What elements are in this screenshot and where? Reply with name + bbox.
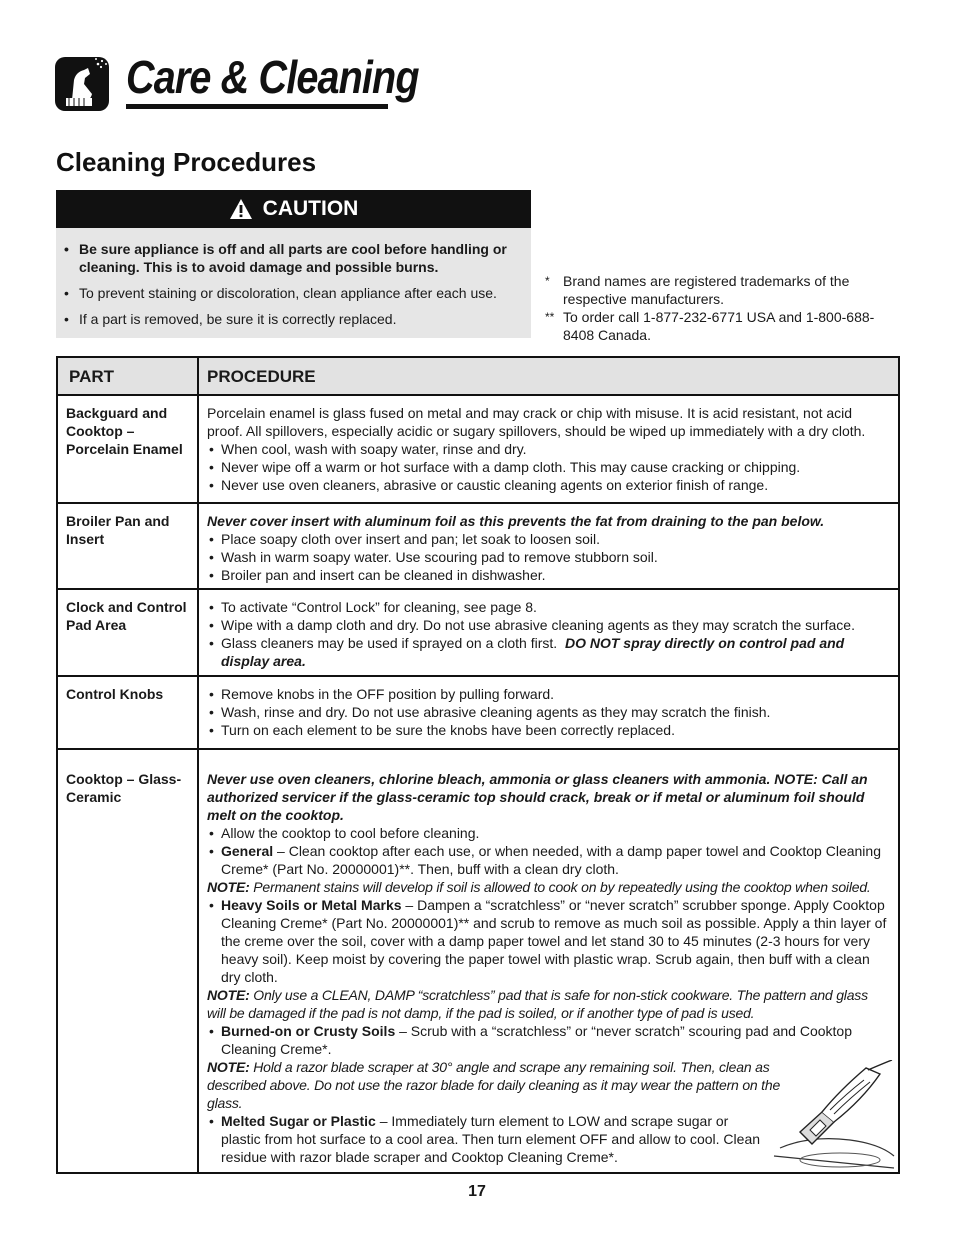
footnote xyxy=(545,308,885,344)
step-label: Heavy Soils or Metal Marks xyxy=(221,897,402,913)
step-label: Melted Sugar or Plastic xyxy=(221,1113,376,1129)
procedure-warning: Never cover insert with aluminum foil as this prevents the fat from draining to the pan below. xyxy=(207,513,825,529)
title-underline xyxy=(126,104,388,109)
procedure-step xyxy=(207,1022,890,1058)
footnote xyxy=(545,272,885,308)
caution-header xyxy=(56,190,531,228)
note-text: Permanent stains will develop if soil is allowed to cook on by repeatedly using the cooktop when soiled. xyxy=(249,879,871,895)
procedure-step: • Allow the cooktop to cool before cleaning. xyxy=(207,824,890,842)
footnotes xyxy=(545,272,885,344)
procedure-step xyxy=(207,842,890,878)
caution-item: • If a part is removed, be sure it is correctly replaced. xyxy=(64,310,521,328)
caution-item: • Be sure appliance is off and all parts are cool before handling or cleaning. This is to avoid damage and possible burns. xyxy=(64,240,521,276)
procedure-step: • Never use oven cleaners, abrasive or caustic cleaning agents on exterior finish of range. xyxy=(207,476,890,494)
procedure-warning: Never use oven cleaners, chlorine bleach, ammonia or glass cleaners with ammonia. NOTE: Call an authorized servicer if the glass-ceramic top should crack, break or if metal or aluminum foil should melt on the cooktop. xyxy=(207,771,868,823)
note-label: NOTE: xyxy=(207,879,250,895)
caution-item: • To prevent staining or discoloration, clean appliance after each use. xyxy=(64,284,521,302)
caution-list xyxy=(56,228,531,328)
procedure-table xyxy=(56,356,900,1174)
caution-label: CAUTION xyxy=(262,197,359,220)
step-label: General xyxy=(221,843,274,859)
part-name: Control Knobs xyxy=(58,677,199,748)
footnote-text: To order call 1-877-232-6771 USA and 1-800-688-8408 Canada. xyxy=(563,309,875,343)
procedure-step xyxy=(207,896,890,986)
procedure-step: • Wash, rinse and dry. Do not use abrasive cleaning agents as they may scratch the finish. xyxy=(207,703,890,721)
procedure-text: – Scrub with a “scratchless” or “never scratch” scouring pad and Cooktop Cleaning Creme*. xyxy=(221,1023,852,1057)
procedure-text: – Dampen a “scratchless” or “never scratch” scrubber sponge. Apply Cooktop Cleaning Creme* (Part No. 20000001)** and scrub to remove as much soil as possible. Apply a thin layer of the creme over the soil, cover with a damp paper towel and let stand 30 to 45 minutes (2-3 hours for very heavy soil). Keep moist by covering the paper towel with plastic wrap. Scrub again, then buff with a clean dry cloth. xyxy=(221,897,887,985)
warning-triangle-icon xyxy=(229,198,253,220)
table-header-row xyxy=(58,358,898,394)
page-title: Care & Cleaning xyxy=(126,51,419,103)
procedure-step xyxy=(207,1112,765,1166)
procedure-cell xyxy=(199,396,898,502)
section-title: Cleaning Procedures xyxy=(56,147,317,177)
procedure-step: • Remove knobs in the OFF position by pulling forward. xyxy=(207,685,890,703)
column-header-procedure: PROCEDURE xyxy=(207,367,316,386)
part-name: Backguard and Cooktop – Porcelain Enamel xyxy=(58,396,199,502)
table-row xyxy=(58,394,898,502)
procedure-step: • To activate “Control Lock” for cleaning, see page 8. xyxy=(207,598,890,616)
procedure-step: • Turn on each element to be sure the knobs have been correctly replaced. xyxy=(207,721,890,739)
note-text: Hold a razor blade scraper at 30° angle and scrape any remaining soil. Then, clean as described above. Do not use the razor blade for daily cleaning as it may wear the pattern on the glass. xyxy=(207,1059,781,1111)
procedure-text: Glass cleaners may be used if sprayed on a cloth first. xyxy=(221,635,558,651)
procedure-text: – Immediately turn element to LOW and scrape sugar or plastic from hot surface to a cool area. Then turn element OFF and allow to cool. Clean residue with razor blade scraper and Cooktop Cleaning Creme*. xyxy=(221,1113,761,1165)
procedure-cell xyxy=(199,677,898,748)
footnote-mark: * xyxy=(545,274,550,288)
procedure-intro: Porcelain enamel is glass fused on metal and may crack or chip with misuse. It is acid resistant, not acid proof. All spillovers, especially acidic or sugary spillovers, should be wiped up immediately with a dry cloth. xyxy=(207,405,866,439)
procedure-note xyxy=(207,986,890,1022)
razor-scraper-illustration xyxy=(770,1060,896,1170)
procedure-step: • Place soapy cloth over insert and pan; let soak to loosen soil. xyxy=(207,530,890,548)
column-header-part: PART xyxy=(58,358,199,394)
table-row xyxy=(58,502,898,588)
procedure-step: • Never wipe off a warm or hot surface with a damp cloth. This may cause cracking or chipping. xyxy=(207,458,890,476)
note-text: Only use a CLEAN, DAMP “scratchless” pad that is safe for non-stick cookware. The pattern and glass will be damaged if the pad is not damp, if the pad is soiled, or if another type of pad is used. xyxy=(207,987,868,1021)
part-name: Cooktop – Glass-Ceramic xyxy=(58,750,199,1172)
procedure-step: • Broiler pan and insert can be cleaned in dishwasher. xyxy=(207,566,890,584)
footnote-text: Brand names are registered trademarks of the respective manufacturers. xyxy=(563,273,850,307)
page-number: 17 xyxy=(468,1183,486,1200)
procedure-step: • When cool, wash with soapy water, rinse and dry. xyxy=(207,440,890,458)
note-label: NOTE: xyxy=(207,1059,250,1075)
table-row xyxy=(58,748,898,1172)
procedure-warning: DO NOT spray directly on control pad and display area. xyxy=(221,635,845,669)
procedure-step: • Wash in warm soapy water. Use scouring pad to remove stubborn soil. xyxy=(207,548,890,566)
caution-box xyxy=(56,190,531,338)
note-label: NOTE: xyxy=(207,987,250,1003)
cleaning-spray-icon xyxy=(54,54,112,112)
step-label: Burned-on or Crusty Soils xyxy=(221,1023,396,1039)
table-row xyxy=(58,675,898,748)
part-name: Broiler Pan and Insert xyxy=(58,504,199,588)
procedure-cell xyxy=(199,504,898,588)
procedure-step xyxy=(207,634,890,670)
procedure-note xyxy=(207,878,890,896)
table-row xyxy=(58,588,898,675)
footnote-mark: ** xyxy=(545,310,555,324)
procedure-step: • Wipe with a damp cloth and dry. Do not use abrasive cleaning agents as they may scratch the surface. xyxy=(207,616,890,634)
procedure-text: – Clean cooktop after each use, or when needed, with a damp paper towel and Cooktop Cleaning Creme* (Part No. 20000001)**. Then, buff with a clean dry cloth. xyxy=(221,843,881,877)
part-name: Clock and Control Pad Area xyxy=(58,590,199,675)
procedure-cell xyxy=(199,590,898,675)
